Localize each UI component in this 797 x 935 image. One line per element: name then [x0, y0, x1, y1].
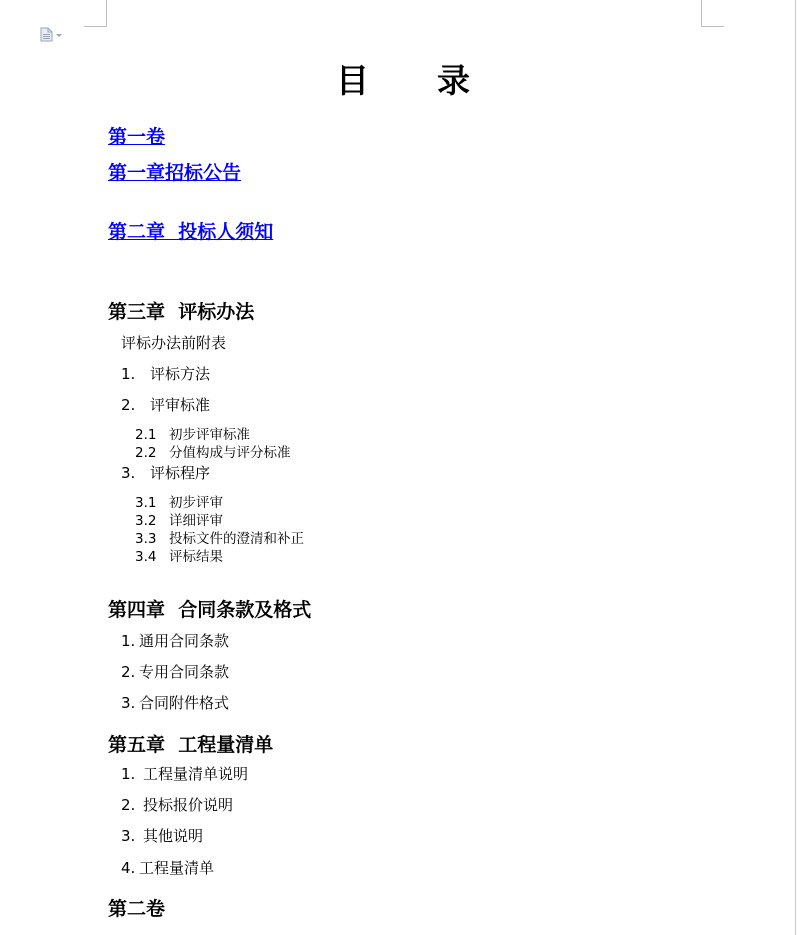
item-number: 3.: [121, 694, 136, 712]
list-item: [121, 634, 229, 649]
item-label: 合同附件格式: [139, 694, 230, 712]
list-item: [121, 767, 248, 782]
item-label: 评标方法: [150, 365, 211, 383]
item-number: 1.: [121, 765, 136, 783]
item-number: 1.: [121, 632, 136, 650]
list-item: [121, 696, 229, 711]
sub-item: [135, 497, 223, 511]
item-label: 工程量清单说明: [143, 765, 249, 783]
item-label: 评标结果: [169, 549, 223, 565]
sub-item: [135, 447, 291, 461]
item-number: 2.2: [135, 445, 157, 461]
list-item: [121, 466, 210, 481]
chapter-3-intro: 评标办法前附表: [121, 334, 227, 352]
document-icon[interactable]: [40, 26, 70, 42]
item-label: 评标程序: [150, 464, 211, 482]
item-number: 3.2: [135, 513, 157, 529]
toc-link-chapter-1[interactable]: 第一章招标公告: [108, 162, 242, 184]
list-item: [121, 665, 229, 680]
item-number: 3.: [121, 827, 136, 845]
item-number: 2.: [121, 796, 136, 814]
item-label: 详细评审: [169, 513, 223, 529]
chapter-5-heading: 第五章 工程量清单: [108, 734, 274, 756]
sub-item: [135, 551, 223, 565]
item-label: 初步评审: [169, 495, 223, 511]
item-number: 2.: [121, 396, 136, 414]
item-label: 专用合同条款: [139, 663, 230, 681]
item-number: 3.4: [135, 549, 157, 565]
list-item: [121, 367, 210, 382]
list-item: [121, 861, 214, 876]
item-number: 4.: [121, 859, 136, 877]
sub-item: [135, 429, 250, 443]
item-label: 工程量清单: [139, 859, 215, 877]
item-number: 2.: [121, 663, 136, 681]
item-label: 投标文件的澄清和补正: [169, 531, 304, 547]
item-label: 初步评审标准: [169, 427, 250, 443]
document-glyph-icon: [40, 27, 53, 42]
item-label: 评审标准: [150, 396, 211, 414]
item-label: 投标报价说明: [143, 796, 234, 814]
item-number: 3.: [121, 464, 136, 482]
list-item: [121, 829, 203, 844]
item-number: 3.1: [135, 495, 157, 511]
volume-2-heading: 第二卷: [108, 898, 166, 920]
sub-item: [135, 515, 223, 529]
page-title: 目录: [336, 61, 538, 100]
margin-corner-top-right: [701, 0, 724, 27]
item-number: 1.: [121, 365, 136, 383]
list-item: [121, 798, 233, 813]
item-label: 其他说明: [143, 827, 204, 845]
page-right-border: [795, 0, 796, 935]
chapter-3-heading: 第三章 评标办法: [108, 301, 255, 323]
item-label: 分值构成与评分标准: [169, 445, 291, 461]
toc-link-volume-1[interactable]: 第一卷: [108, 126, 166, 148]
item-label: 通用合同条款: [139, 632, 230, 650]
toc-link-chapter-2[interactable]: 第二章 投标人须知: [108, 221, 274, 243]
chevron-down-icon[interactable]: [56, 34, 62, 37]
item-number: 2.1: [135, 427, 157, 443]
list-item: [121, 398, 210, 413]
margin-corner-top-left: [84, 0, 107, 27]
chapter-4-heading: 第四章 合同条款及格式: [108, 599, 312, 621]
item-number: 3.3: [135, 531, 157, 547]
sub-item: [135, 533, 304, 547]
